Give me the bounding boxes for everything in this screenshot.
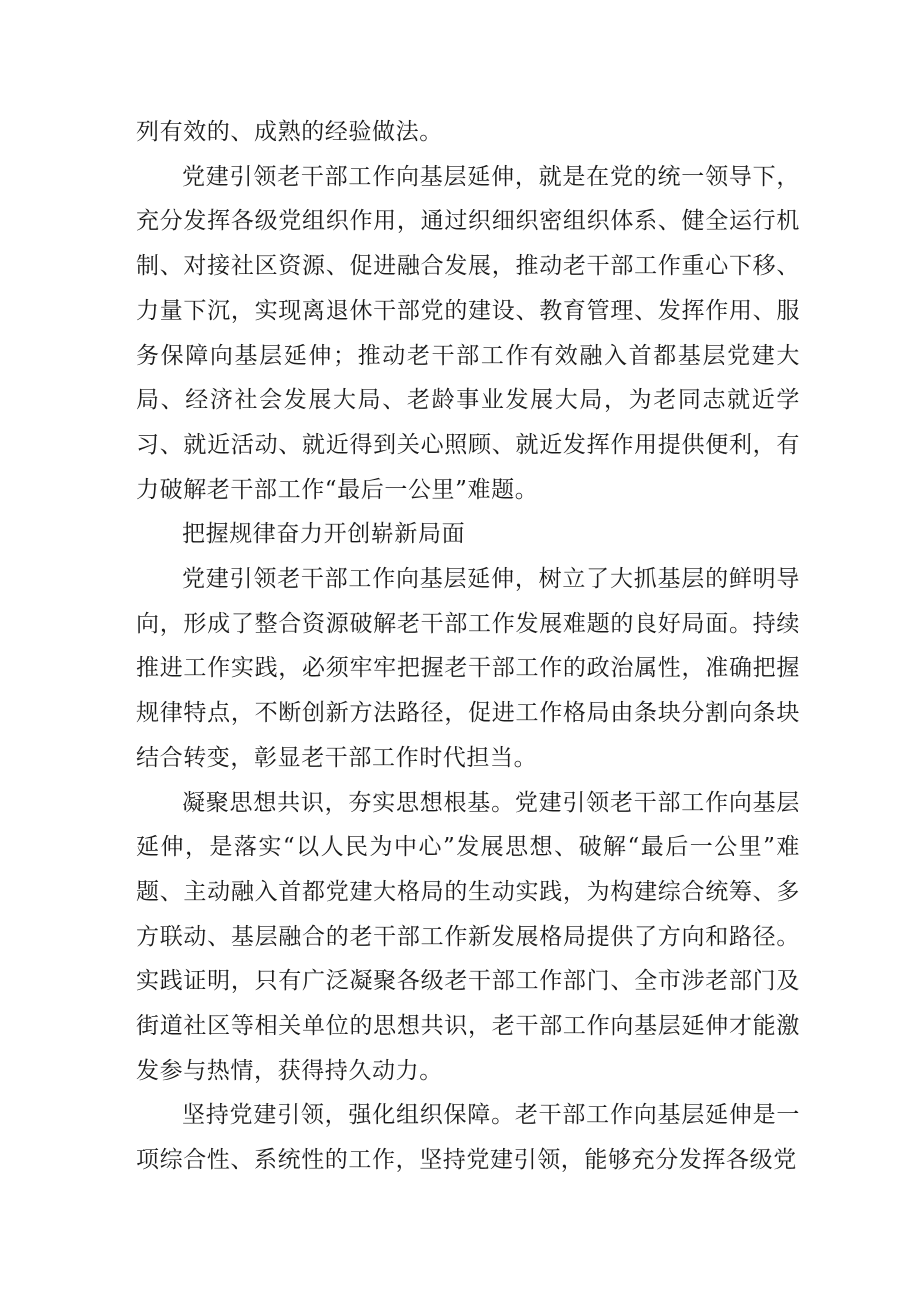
paragraph-continuation: 列有效的、成熟的经验做法。	[136, 119, 443, 145]
paragraph-consensus: 凝聚思想共识，夯实思想根基。党建引领老干部工作向基层延伸，是落实“以人民为中心”发展思想、破解“最后一公里”难题、主动融入首都党建大格局的生动实践，为构建综合统筹、多方联动、基层融合的老干部工作新发展格局提供了方向和路径。实践证明，只有广泛凝聚各级老干部工作部门、全市涉老部门及街道社区等相关单位的思想共识，老干部工作向基层延伸才能激发参与热情，获得持久动力。	[136, 789, 800, 1084]
paragraph-overview: 党建引领老干部工作向基层延伸，树立了大抓基层的鲜明导向，形成了整合资源破解老干部工作发展难题的良好局面。持续推进工作实践，必须牢牢把握老干部工作的政治属性，准确把握规律特点，不断创新方法路径，促进工作格局由条块分割向条块结合转变，彰显老干部工作时代担当。	[136, 566, 800, 771]
section-heading: 把握规律奋力开创崭新局面	[182, 521, 466, 548]
paragraph-party-leadership: 坚持党建引领，强化组织保障。老干部工作向基层延伸是一项综合性、系统性的工作，坚持党建引领，能够充分发挥各级党	[136, 1102, 800, 1174]
body-text	[136, 110, 800, 1183]
paragraph-definition: 党建引领老干部工作向基层延伸，就是在党的统一领导下，充分发挥各级党组织作用，通过织细织密组织体系、健全运行机制、对接社区资源、促进融合发展，推动老干部工作重心下移、力量下沉，实现离退休干部党的建设、教育管理、发挥作用、服务保障向基层延伸；推动老干部工作有效融入首都基层党建大局、经济社会发展大局、老龄事业发展大局，为老同志就近学习、就近活动、就近得到关心照顾、就近发挥作用提供便利，有力破解老干部工作“最后一公里”难题。	[136, 163, 800, 503]
